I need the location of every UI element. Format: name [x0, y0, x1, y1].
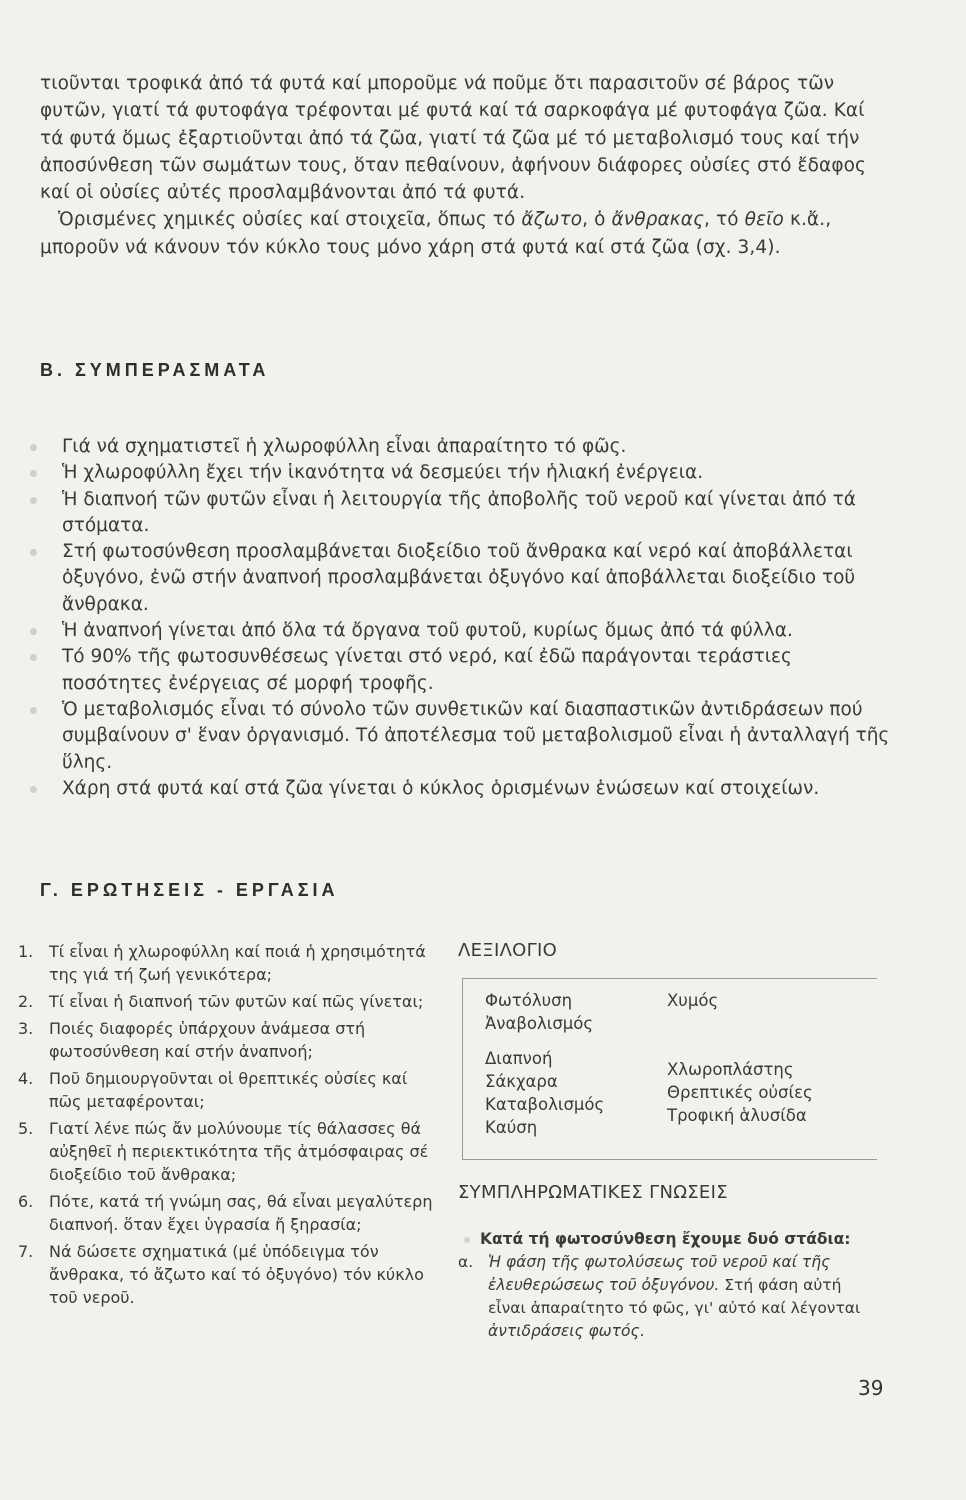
conclusion-text: Ἡ ἀναπνοή γίνεται ἀπό ὅλα τά ὄργανα τοῦ φυτοῦ, κυρίως ὅμως ἀπό τά φύλλα. — [62, 620, 793, 642]
vocabulary-term: Σάκχαρα — [485, 1072, 558, 1091]
question-item — [18, 990, 440, 1013]
conclusion-item — [30, 460, 890, 486]
term-anthrakas: ἄνθρακας — [611, 209, 705, 231]
question-item — [18, 1117, 440, 1186]
intro-p2-part-d: κ.ἄ., μποροῦν νά κάνουν τόν κύκλο τους μόνο χάρη στά φυτά καί στά ζῶα (σχ. 3,4). — [40, 209, 832, 258]
bullet-icon — [30, 470, 37, 477]
conclusion-item — [30, 618, 890, 644]
question-text: Ποιές διαφορές ὑπάρχουν ἀνάμεσα στή φωτοσύνθεση καί στήν ἀναπνοή; — [49, 1019, 366, 1061]
question-text: Νά δώσετε σχηματικά (μέ ὑπόδειγμα τόν ἄνθρακα, τό ἄζωτο καί τό ὀξυγόνο) τόν κύκλο τοῦ νεροῦ. — [49, 1242, 424, 1307]
term-azoto: ἄζωτο — [521, 209, 583, 231]
conclusion-text: Τό 90% τῆς φωτοσυνθέσεως γίνεται στό νερό, καί ἐδῶ παράγονται τεράστιες ποσότητες ἐνέργειας σέ μορφή τροφῆς. — [62, 646, 792, 694]
vocabulary-term: Καύση — [485, 1118, 538, 1137]
supplementary-lead-text: Κατά τή φωτοσύνθεση ἔχουμε δυό στάδια: — [480, 1230, 851, 1248]
question-item — [18, 1190, 440, 1236]
supplementary-lead — [458, 1228, 878, 1251]
vocabulary-term: Χλωροπλάστης — [667, 1060, 794, 1079]
conclusion-text: Ἡ διαπνοή τῶν φυτῶν εἶναι ἡ λειτουργία τῆς ἀποβολῆς τοῦ νεροῦ καί γίνεται ἀπό τά στόματα. — [62, 488, 856, 536]
question-number: 4. — [18, 1069, 34, 1088]
question-text: Πότε, κατά τή γνώμη σας, θά εἶναι μεγαλύτερη διαπνοή. ὅταν ἔχει ὑγρασία ἤ ξηρασία; — [49, 1192, 433, 1234]
bullet-icon — [30, 707, 37, 714]
intro-paragraph-2 — [40, 206, 890, 261]
bullet-icon — [30, 786, 37, 793]
conclusion-text: Ὁ μεταβολισμός εἶναι τό σύνολο τῶν συνθετικῶν καί διασπαστικῶν ἀντιδράσεων πού συμβαίνουν σ' ἕναν ὀργανισμό. Τό ἀποτέλεσμα τοῦ μεταβολισμοῦ εἶναι ἡ ἀνταλλαγή τῆς ὕλης. — [62, 698, 890, 773]
bullet-icon — [30, 444, 37, 451]
term-theio: θεῖο — [744, 209, 784, 231]
questions-list — [18, 940, 440, 1313]
conclusion-text: Ἡ χλωροφύλλη ἔχει τήν ἱκανότητα νά δεσμεύει τήν ἡλιακή ἐνέργεια. — [62, 462, 704, 484]
question-item — [18, 940, 440, 986]
bullet-icon — [30, 549, 37, 556]
vocabulary-column-left — [485, 989, 604, 1139]
vocabulary-spacer — [485, 1035, 604, 1047]
conclusions-heading: Β. ΣΥΜΠΕΡΑΣΜΑΤΑ — [40, 360, 270, 380]
vocabulary-term: Καταβολισμός — [485, 1095, 605, 1114]
bullet-icon — [30, 628, 37, 635]
supplementary-text — [458, 1228, 878, 1343]
supplementary-item — [458, 1251, 878, 1343]
question-text: Τί εἶναι ἡ διαπνοή τῶν φυτῶν καί πῶς γίνεται; — [49, 992, 424, 1011]
item-normal-text: Στή φάση αὐτή εἶναι ἀπαραίτητο τό φῶς, γι' αὐτό καί λέγονται — [488, 1276, 861, 1317]
item-end-text: . — [639, 1322, 645, 1340]
vocabulary-term: Τροφική ἁλυσίδα — [667, 1106, 807, 1125]
vocabulary-term: Χυμός — [667, 991, 719, 1010]
vocabulary-term: Φωτόλυση — [485, 991, 573, 1010]
vocabulary-column-right — [667, 989, 813, 1127]
question-item — [18, 1067, 440, 1113]
vocabulary-term: Ἀναβολισμός — [485, 1014, 594, 1033]
question-text: Τί εἶναι ἡ χλωροφύλλη καί ποιά ἡ χρησιμότητά της γιά τή ζωή γενικότερα; — [49, 942, 426, 984]
conclusion-item — [30, 539, 890, 618]
question-item — [18, 1240, 440, 1309]
question-text: Γιατί λένε πώς ἄν μολύνουμε τίς θάλασσες θά αὐξηθεῖ ἡ περιεκτικότητα τῆς ἀτμόσφαιρας σέ διοξείδιο τοῦ ἄνθρακα; — [49, 1119, 429, 1184]
page-number: 39 — [858, 1376, 884, 1400]
item-label: α. — [458, 1253, 474, 1271]
question-number: 3. — [18, 1019, 34, 1038]
conclusion-item — [30, 776, 890, 802]
conclusion-text: Γιά νά σχηματιστεῖ ἡ χλωροφύλλη εἶναι ἀπαραίτητο τό φῶς. — [62, 436, 627, 457]
intro-p2-part-c: , τό — [704, 209, 745, 231]
item-italic-text: Ἡ φάση τῆς φωτολύσεως τοῦ νεροῦ καί τῆς ἐλευθερώσεως τοῦ ὀξυγόνου. — [488, 1253, 831, 1294]
conclusion-item — [30, 487, 890, 540]
conclusion-item — [30, 644, 890, 697]
question-number: 7. — [18, 1242, 34, 1261]
bullet-icon — [30, 497, 37, 504]
vocabulary-term: Διαπνοή — [485, 1049, 553, 1068]
question-number: 6. — [18, 1192, 34, 1211]
conclusion-text: Στή φωτοσύνθεση προσλαμβάνεται διοξείδιο τοῦ ἄνθρακα καί νερό καί ἀποβάλλεται ὀξυγόνο, ἐνῶ στήν ἀναπνοή προσλαμβάνεται ὀξυγόνο καί ἀποβάλλεται διοξείδιο τοῦ ἄνθρακα. — [62, 541, 856, 615]
vocabulary-spacer — [667, 1012, 813, 1058]
question-text: Ποῦ δημιουργοῦνται οἱ θρεπτικές οὐσίες καί πῶς μεταφέρονται; — [49, 1069, 408, 1111]
supplementary-heading: ΣΥΜΠΛΗΡΩΜΑΤΙΚΕΣ ΓΝΩΣΕΙΣ — [458, 1182, 728, 1203]
question-number: 2. — [18, 992, 34, 1011]
vocabulary-box — [462, 978, 877, 1160]
conclusion-item — [30, 697, 890, 776]
intro-paragraph-1: τιοῦνται τροφικά ἀπό τά φυτά καί μποροῦμε νά ποῦμε ὅτι παρασιτοῦν σέ βάρος τῶν φυτῶν, γιατί τά φυτοφάγα τρέφονται μέ φυτά καί τά σαρκοφάγα μέ φυτοφάγα ζῶα. Καί τά φυτά ὅμως ἐξαρτιοῦνται ἀπό τά ζῶα, γιατί τά ζῶα μέ τό μεταβολισμό τους καί τήν ἀποσύνθεση τῶν σωμάτων τους, ὅταν πεθαίνουν, ἀφήνουν διάφορες οὐσίες στό ἔδαφος καί οἱ οὐσίες αὐτές προσλαμβάνονται ἀπό τά φυτά. — [40, 73, 867, 204]
vocabulary-heading: ΛΕΞΙΛΟΓΙΟ — [458, 940, 558, 961]
question-number: 5. — [18, 1119, 34, 1138]
question-number: 1. — [18, 942, 34, 961]
intro-p2-part-b: , ὁ — [582, 209, 612, 231]
intro-p2-part-a: Ὁρισμένες χημικές οὐσίες καί στοιχεῖα, ὅπως τό — [58, 209, 522, 231]
bullet-icon — [464, 1237, 470, 1243]
item-italic-term: ἀντιδράσεις φωτός — [488, 1322, 640, 1340]
intro-text — [40, 70, 890, 261]
vocabulary-term: Θρεπτικές οὐσίες — [667, 1083, 813, 1102]
question-item — [18, 1017, 440, 1063]
conclusions-list — [30, 434, 890, 802]
questions-heading: Γ. ΕΡΩΤΗΣΕΙΣ - ΕΡΓΑΣΙΑ — [40, 880, 339, 900]
bullet-icon — [30, 654, 37, 661]
conclusion-text: Χάρη στά φυτά καί στά ζῶα γίνεται ὁ κύκλος ὁρισμένων ἑνώσεων καί στοιχείων. — [62, 777, 820, 799]
conclusion-item — [30, 434, 890, 460]
